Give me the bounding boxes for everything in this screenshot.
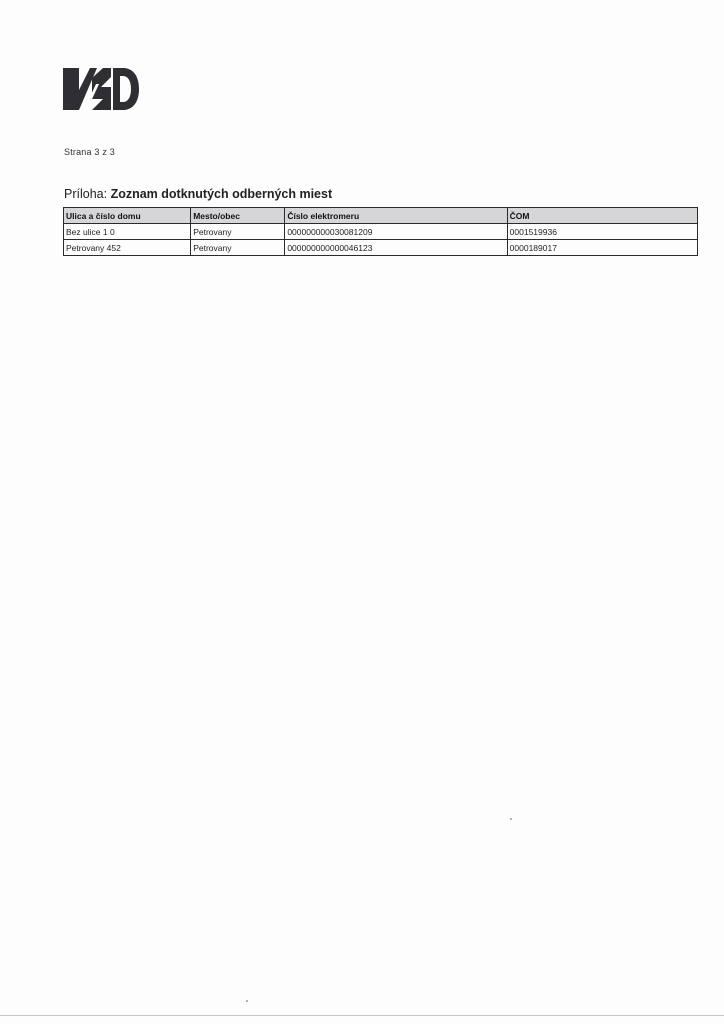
cell-city: Petrovany: [191, 224, 285, 240]
affected-points-table: [63, 207, 698, 256]
cell-city: Petrovany: [191, 240, 285, 256]
column-header-city: Mesto/obec: [191, 208, 285, 224]
cell-com: 0001519936: [507, 224, 697, 240]
cell-street: Bez ulice 1 0: [64, 224, 191, 240]
table-row: [64, 224, 698, 240]
attachment-prefix: Príloha:: [64, 187, 111, 201]
column-header-com: ČOM: [507, 208, 697, 224]
attachment-title: [64, 187, 332, 201]
table-row: [64, 240, 698, 256]
cell-street: Petrovany 452: [64, 240, 191, 256]
vsd-logo: [63, 68, 139, 110]
cell-com: 0000189017: [507, 240, 697, 256]
column-header-street: Ulica a číslo domu: [64, 208, 191, 224]
column-header-meter-number: Číslo elektromeru: [285, 208, 507, 224]
cell-meter-number: 000000000000046123: [285, 240, 507, 256]
page-number: Strana 3 z 3: [64, 147, 115, 157]
attachment-heading: Zoznam dotknutých odberných miest: [110, 187, 333, 201]
cell-meter-number: 000000000030081209: [285, 224, 507, 240]
scan-edge-line: [0, 1015, 724, 1016]
table-header-row: [64, 208, 698, 224]
scan-speck: [510, 818, 512, 820]
scan-speck: [246, 1000, 248, 1002]
